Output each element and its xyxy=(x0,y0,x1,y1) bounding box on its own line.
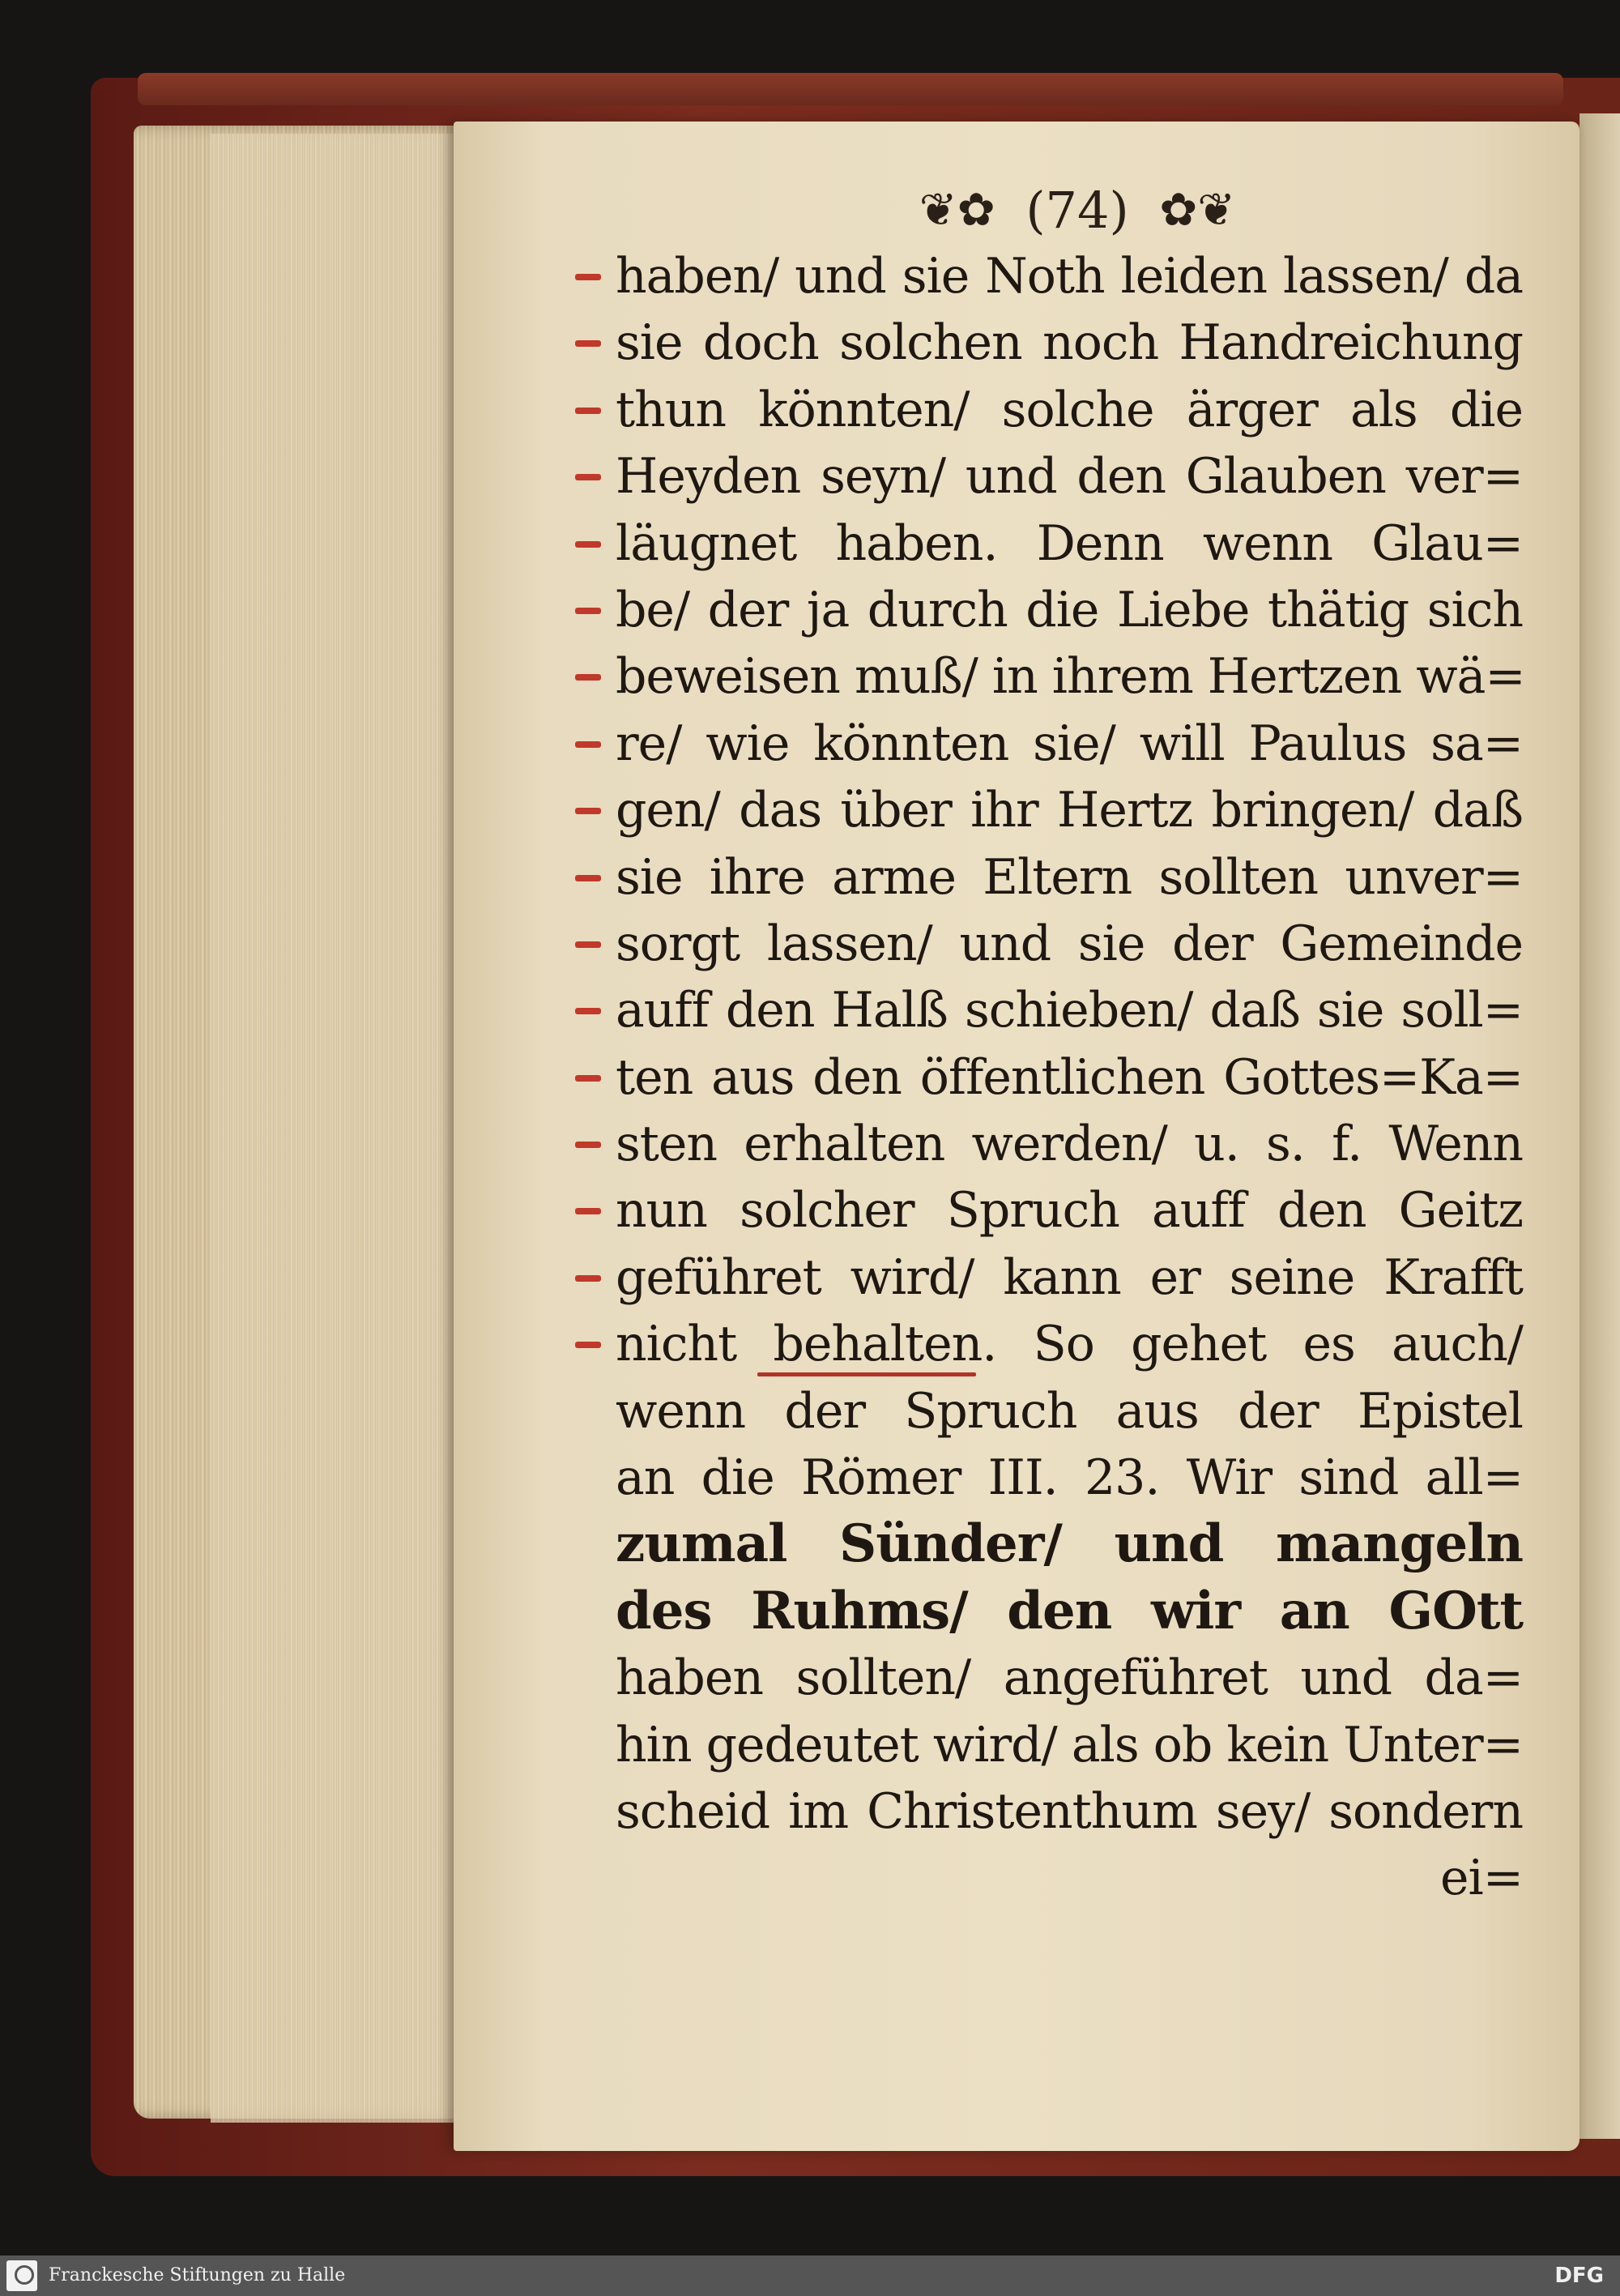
facing-page-sliver xyxy=(1580,113,1620,2139)
book-cover-top-edge xyxy=(138,73,1563,105)
footer-bar xyxy=(0,2255,1620,2296)
text-line: an die Römer III. 23. Wir sind all= xyxy=(616,1449,1523,1507)
text-line: beweisen muß/ in ihrem Hertzen wä= xyxy=(616,643,1523,710)
margin-mark xyxy=(575,1342,601,1348)
ornament-left-icon: ❦✿ xyxy=(919,183,995,237)
margin-mark xyxy=(575,1275,601,1282)
text-line: sten erhalten werden/ u. s. f. Wenn xyxy=(616,1111,1523,1177)
margin-mark xyxy=(575,941,601,948)
red-underline xyxy=(757,1372,976,1376)
text-line-emphasis: zumal Sünder/ und mangeln xyxy=(616,1513,1523,1575)
margin-mark xyxy=(575,741,601,748)
ornament-right-icon: ✿❦ xyxy=(1159,183,1236,237)
institution-logo-icon xyxy=(6,2260,37,2291)
text-line: nicht behalten. So gehet es auch/ xyxy=(616,1311,1523,1377)
margin-mark xyxy=(575,808,601,814)
text-line: sie ihre arme Eltern sollten unver= xyxy=(616,844,1523,911)
text-line: scheid im Christenthum sey/ sondern xyxy=(616,1782,1523,1840)
text-line: hin gedeutet wird/ als ob kein Unter= xyxy=(616,1716,1523,1773)
page-number: (74) xyxy=(1025,180,1129,240)
margin-mark xyxy=(575,674,601,681)
text-line: auff den Halß schieben/ daß sie soll= xyxy=(616,977,1523,1043)
margin-mark xyxy=(575,1142,601,1148)
page-edges-inner xyxy=(211,134,470,2123)
text-line: nun solcher Spruch auff den Geitz xyxy=(616,1177,1523,1244)
page-header xyxy=(883,174,1272,239)
text-line: haben/ und sie Noth leiden lassen/ da xyxy=(616,243,1523,309)
margin-mark xyxy=(575,541,601,548)
margin-mark xyxy=(575,474,601,480)
text-line: Heyden seyn/ und den Glauben ver= xyxy=(616,443,1523,510)
text-line: be/ der ja durch die Liebe thätig sich xyxy=(616,577,1523,643)
text-line: haben sollten/ angeführet und da= xyxy=(616,1649,1523,1707)
margin-mark xyxy=(575,1008,601,1014)
text-line: ten aus den öffentlichen Gottes=Ka= xyxy=(616,1044,1523,1111)
text-line: wenn der Spruch aus der Epistel xyxy=(616,1382,1523,1440)
text-line: läugnet haben. Denn wenn Glau= xyxy=(616,510,1523,577)
text-line: gen/ das über ihr Hertz bringen/ daß xyxy=(616,777,1523,843)
funder-logo: DFG xyxy=(1554,2264,1604,2288)
margin-mark xyxy=(575,875,601,881)
margin-mark xyxy=(575,1075,601,1082)
text-line: re/ wie könnten sie/ will Paulus sa= xyxy=(616,711,1523,777)
catchword: ei= xyxy=(1440,1850,1523,1907)
margin-mark xyxy=(575,608,601,614)
text-line-emphasis: des Ruhms/ den wir an GOtt xyxy=(616,1580,1523,1641)
institution-name: Franckesche Stiftungen zu Halle xyxy=(49,2265,346,2285)
text-line: sie doch solchen noch Handreichung xyxy=(616,309,1523,376)
margin-mark xyxy=(575,274,601,280)
margin-mark xyxy=(575,1208,601,1214)
margin-mark xyxy=(575,408,601,414)
margin-mark xyxy=(575,340,601,347)
text-line: sorgt lassen/ und sie der Gemeinde xyxy=(616,911,1523,977)
page-body-text xyxy=(616,243,1523,1912)
text-line: thun könnten/ solche ärger als die xyxy=(616,377,1523,443)
text-line: geführet wird/ kann er seine Krafft xyxy=(616,1244,1523,1311)
